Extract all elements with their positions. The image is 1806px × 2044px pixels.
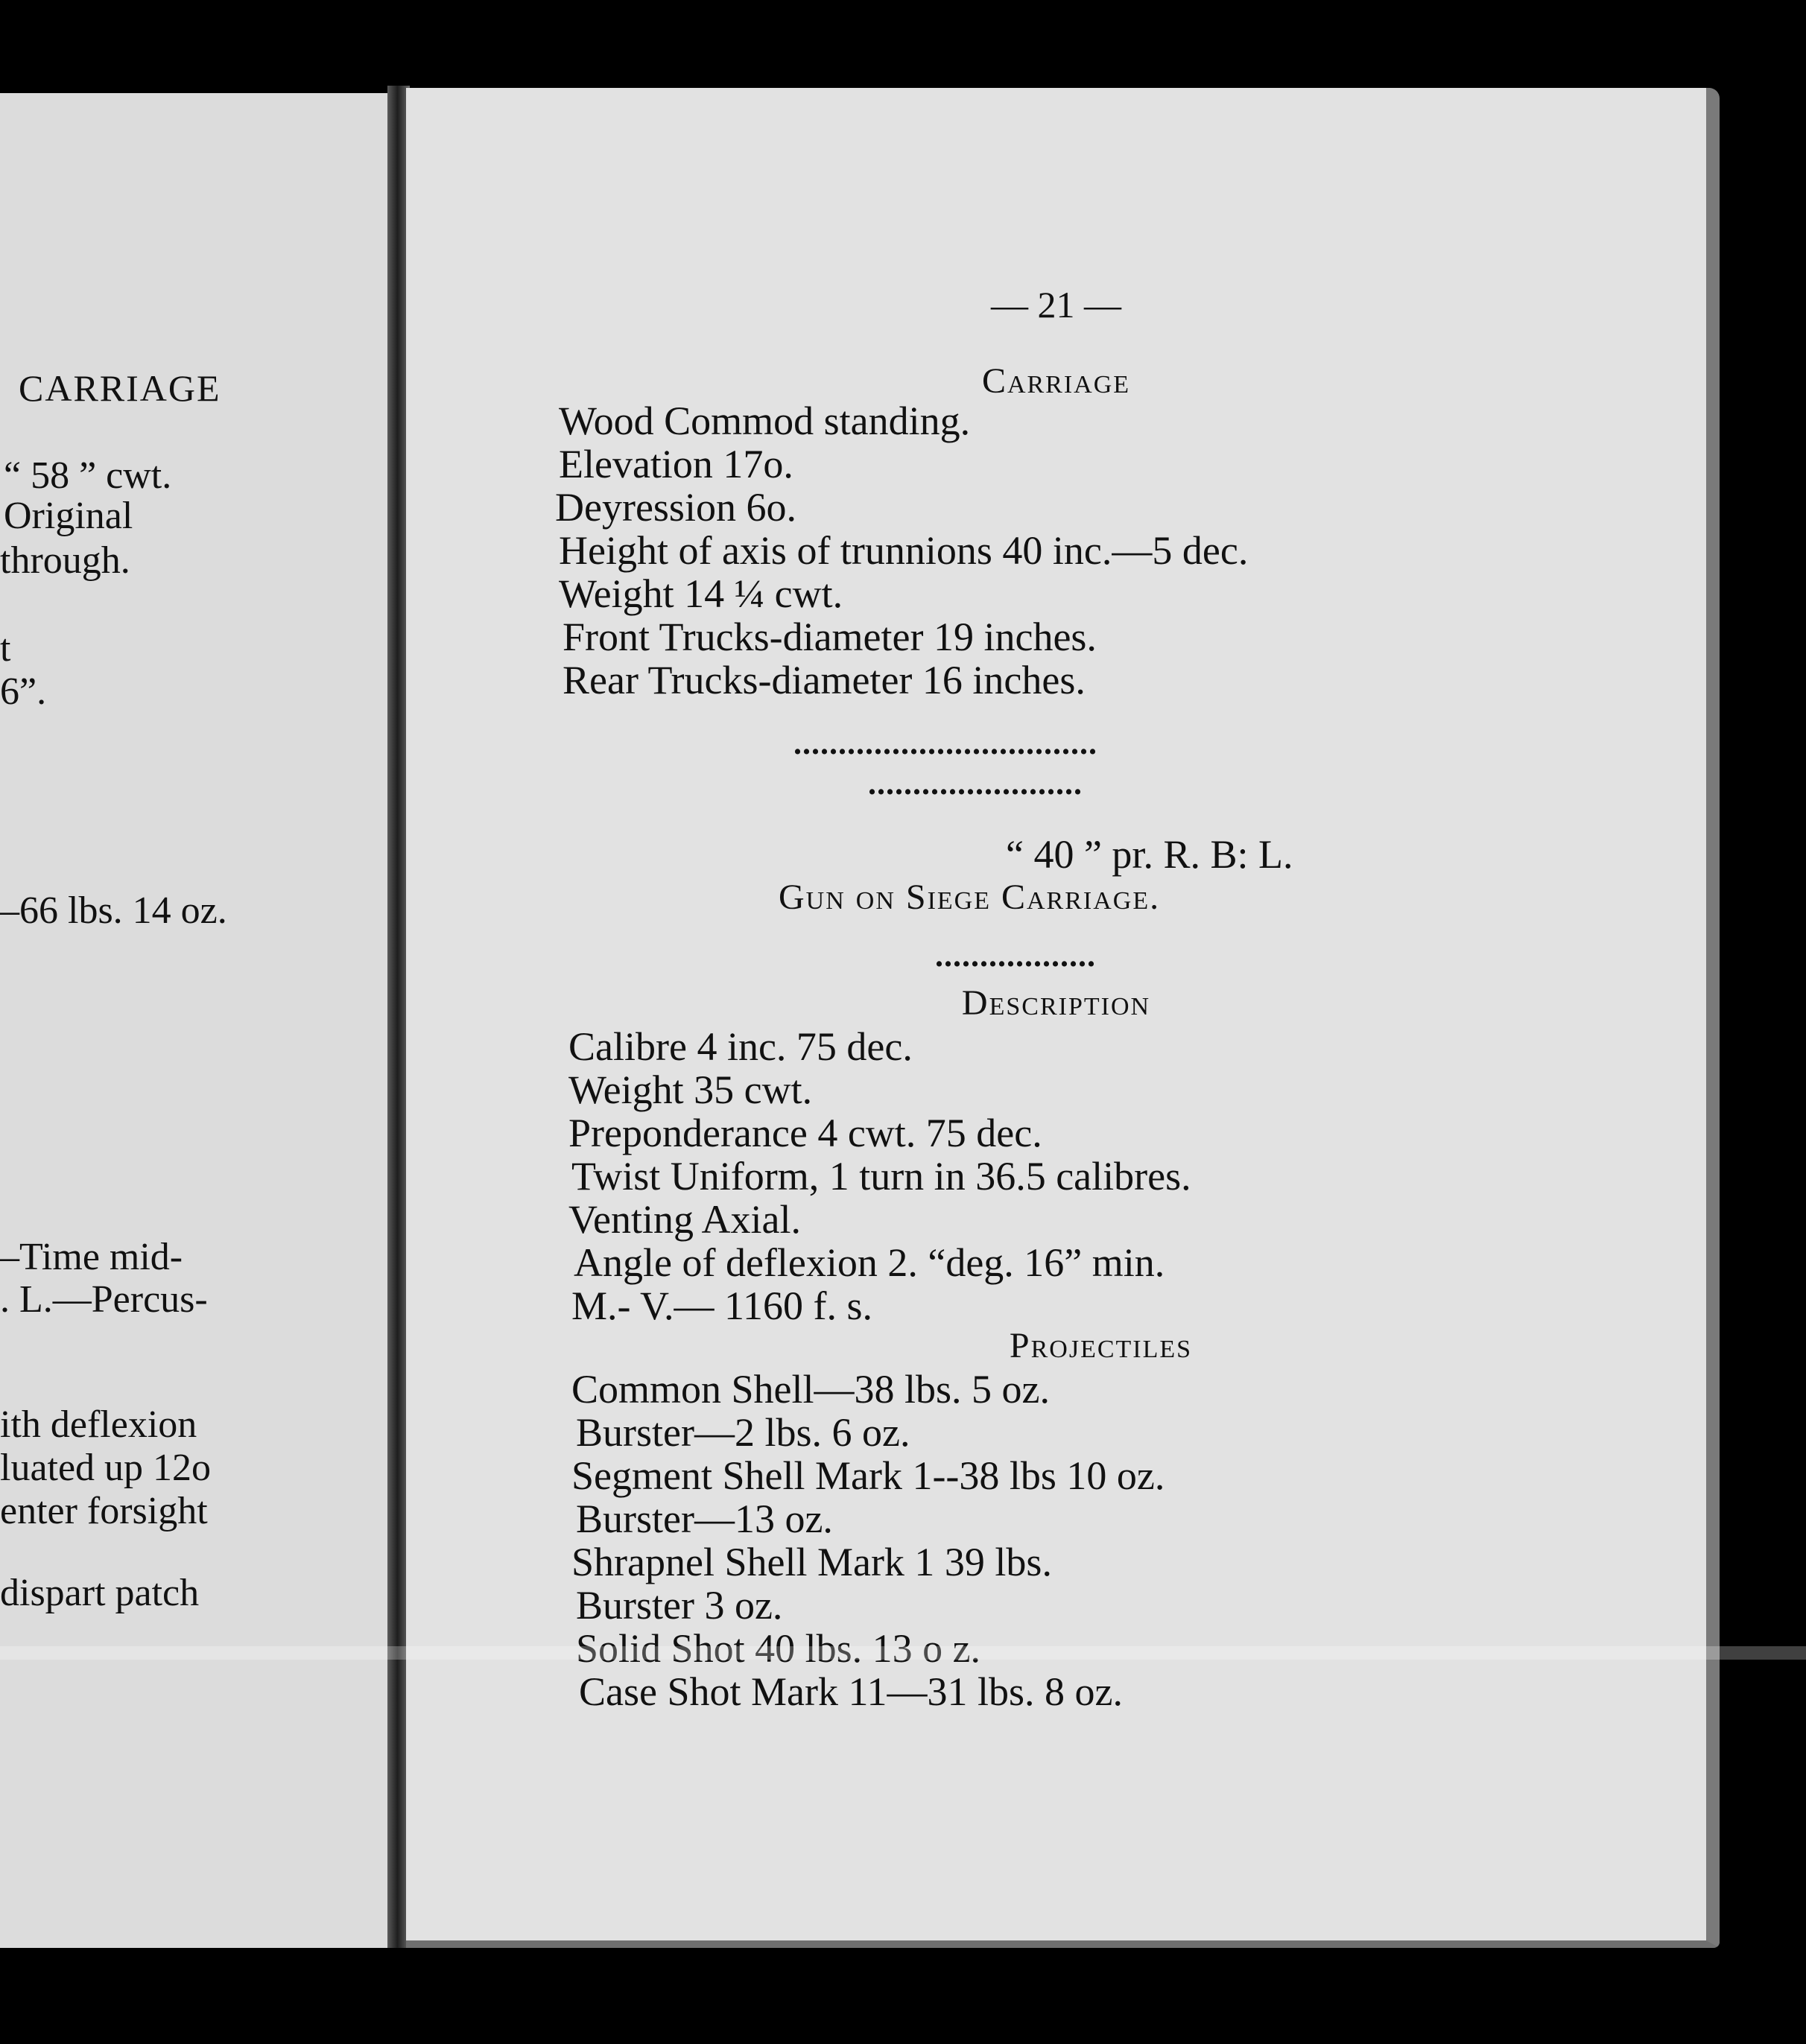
description-line: Angle of deflexion 2. “deg. 16” min. — [574, 1240, 1165, 1285]
left-page-heading: CARRIAGE — [19, 367, 221, 409]
projectile-line: Burster—2 lbs. 6 oz. — [576, 1410, 910, 1455]
page-number: — 21 — — [991, 284, 1121, 326]
projectile-line: Burster 3 oz. — [576, 1583, 783, 1628]
gun-subtitle: Gun on Siege Carriage. — [779, 877, 1161, 917]
left-page-line: –Time mid- — [0, 1236, 183, 1278]
carriage-line: Rear Trucks-diameter 16 inches. — [563, 658, 1086, 702]
left-page-line: . L.—Percus- — [0, 1278, 208, 1321]
description-line: Weight 35 cwt. — [568, 1067, 813, 1112]
carriage-line: Height of axis of trunnions 40 inc.—5 dec. — [559, 528, 1249, 573]
carriage-line: Elevation 17o. — [559, 442, 793, 486]
left-page-line: t — [0, 627, 11, 670]
left-page — [0, 93, 391, 1948]
projectile-line: Shrapnel Shell Mark 1 39 lbs. — [571, 1540, 1052, 1584]
projectiles-heading: Projectiles — [1009, 1326, 1193, 1365]
projectile-line: Common Shell—38 lbs. 5 oz. — [571, 1367, 1051, 1412]
description-line: Preponderance 4 cwt. 75 dec. — [568, 1111, 1042, 1155]
left-page-line: through. — [0, 539, 130, 582]
left-page-line: Original — [4, 495, 133, 537]
carriage-line: Front Trucks-diameter 19 inches. — [563, 615, 1097, 659]
right-page — [406, 88, 1720, 1948]
carriage-heading: Carriage — [981, 361, 1131, 401]
description-line: Twist Uniform, 1 turn in 36.5 calibres. — [571, 1154, 1191, 1199]
carriage-line: Weight 14 ¼ cwt. — [559, 571, 843, 616]
separator-dots: .................. — [935, 937, 1096, 974]
left-page-line: dispart patch — [0, 1572, 200, 1614]
left-page-line: enter forsight — [0, 1490, 208, 1532]
projectile-line: Segment Shell Mark 1--38 lbs 10 oz. — [571, 1453, 1165, 1498]
left-page-line: luated up 12o — [0, 1447, 212, 1489]
left-page-line: 6”. — [0, 670, 47, 713]
projectile-line: Case Shot Mark 11—31 lbs. 8 oz. — [579, 1669, 1123, 1714]
carriage-line: Wood Commod standing. — [559, 399, 971, 443]
projectile-line: Burster—13 oz. — [576, 1496, 833, 1541]
left-page-line: “ 58 ” cwt. — [4, 454, 172, 497]
carriage-line: Deyression 6o. — [555, 485, 796, 530]
description-line: Venting Axial. — [568, 1197, 801, 1242]
gun-title: “ 40 ” pr. R. B: L. — [1006, 832, 1293, 877]
scan-artifact-band — [0, 1646, 1806, 1660]
description-line: M.- V.— 1160 f. s. — [571, 1283, 873, 1328]
projectile-line: Solid Shot 40 lbs. 13 o z. — [576, 1626, 981, 1671]
description-heading: Description — [961, 983, 1151, 1023]
description-line: Calibre 4 inc. 75 dec. — [568, 1024, 913, 1069]
left-page-line: –66 lbs. 14 oz. — [0, 889, 227, 932]
separator-dots: .................................. — [793, 725, 1097, 761]
left-page-line: ith deflexion — [0, 1403, 197, 1446]
separator-dots: ........................ — [868, 765, 1083, 802]
